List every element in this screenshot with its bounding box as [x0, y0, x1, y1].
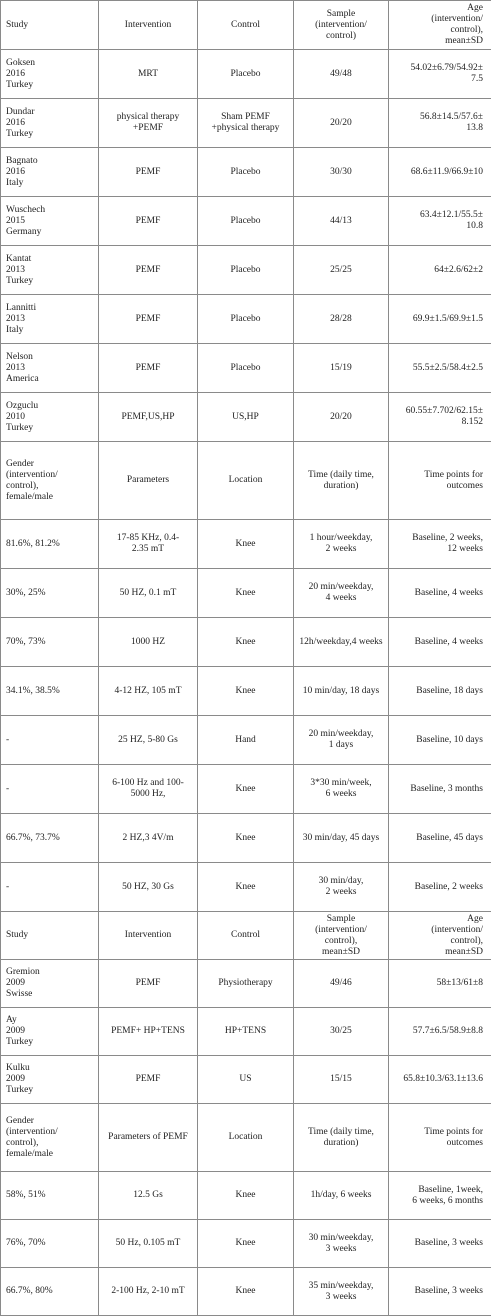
table-row [1, 50, 491, 99]
table-cell: 58±13/61±8 [389, 960, 491, 1008]
column-header-cell: Time points for outcomes [389, 442, 491, 520]
table-cell: 12h/weekday,4 weeks [294, 618, 389, 667]
table-header-row [1, 1, 491, 50]
table-cell: 63.4±12.1/55.5± 10.8 [389, 197, 491, 246]
table-cell: 76%, 70% [1, 1220, 99, 1268]
column-header-cell: Intervention [99, 1, 198, 50]
table-row [1, 99, 491, 148]
table-header-row [1, 912, 491, 960]
table-cell: 30%, 25% [1, 569, 99, 618]
table-cell: Knee [198, 765, 294, 814]
table-cell: 60.55±7.702/62.15± 8.152 [389, 393, 491, 442]
table-row [1, 520, 491, 569]
table-row [1, 667, 491, 716]
table-cell: 20/20 [294, 99, 389, 148]
table-row [1, 1268, 491, 1316]
table-cell: 12.5 Gs [99, 1172, 198, 1220]
table-cell: Kantat 2013 Turkey [1, 246, 99, 295]
table-row [1, 765, 491, 814]
table-cell: Baseline, 45 days [389, 814, 491, 863]
column-header-cell: Intervention [99, 912, 198, 960]
table-cell: Baseline, 2 weeks [389, 863, 491, 912]
table-cell: 81.6%, 81.2% [1, 520, 99, 569]
table-cell: Bagnato 2016 Italy [1, 148, 99, 197]
table-cell: - [1, 716, 99, 765]
table-cell: 34.1%, 38.5% [1, 667, 99, 716]
table-row [1, 960, 491, 1008]
table-cell: 55.5±2.5/58.4±2.5 [389, 344, 491, 393]
table-cell: Baseline, 3 weeks [389, 1268, 491, 1316]
table-cell: 49/48 [294, 50, 389, 99]
table-cell: Lannitti 2013 Italy [1, 295, 99, 344]
table-cell: 50 Hz, 0.105 mT [99, 1220, 198, 1268]
table-cell: PEMF [99, 960, 198, 1008]
column-header-cell: Gender (intervention/ control), female/male [1, 442, 99, 520]
table-cell: 30/25 [294, 1008, 389, 1056]
table-cell: Knee [198, 814, 294, 863]
table-cell: Baseline, 2 weeks, 12 weeks [389, 520, 491, 569]
table-cell: Dundar 2016 Turkey [1, 99, 99, 148]
table-cell: Ozguclu 2010 Turkey [1, 393, 99, 442]
table-cell: Placebo [198, 344, 294, 393]
column-header-cell: Parameters of PEMF [99, 1104, 198, 1172]
table-row [1, 246, 491, 295]
table-cell: Knee [198, 520, 294, 569]
table-cell: PEMF [99, 344, 198, 393]
table-cell: Knee [198, 1172, 294, 1220]
column-header-cell: Location [198, 1104, 294, 1172]
table-cell: 2-100 Hz, 2-10 mT [99, 1268, 198, 1316]
table-header-row [1, 442, 491, 520]
table-cell: 30/30 [294, 148, 389, 197]
table-cell: Baseline, 3 weeks [389, 1220, 491, 1268]
table-row [1, 814, 491, 863]
table-cell: 65.8±10.3/63.1±13.6 [389, 1056, 491, 1104]
table-cell: 30 min/day, 45 days [294, 814, 389, 863]
table-row [1, 1172, 491, 1220]
table-cell: 6-100 Hz and 100- 5000 Hz, [99, 765, 198, 814]
table-cell: Baseline, 4 weeks [389, 618, 491, 667]
table-cell: 30 min/day, 2 weeks [294, 863, 389, 912]
table-cell: Ay 2009 Turkey [1, 1008, 99, 1056]
table-cell: 1 hour/weekday, 2 weeks [294, 520, 389, 569]
table-row [1, 569, 491, 618]
table-cell: 58%, 51% [1, 1172, 99, 1220]
table-cell: 20/20 [294, 393, 389, 442]
table-cell: 4-12 HZ, 105 mT [99, 667, 198, 716]
table-cell: 25 HZ, 5-80 Gs [99, 716, 198, 765]
table-cell: Placebo [198, 197, 294, 246]
column-header-cell: Sample (intervention/ control), mean±SD [294, 912, 389, 960]
table-cell: PEMF [99, 295, 198, 344]
table-cell: Knee [198, 1220, 294, 1268]
table-row [1, 393, 491, 442]
table-row [1, 716, 491, 765]
table-cell: Gremion 2009 Swisse [1, 960, 99, 1008]
table-cell: 49/46 [294, 960, 389, 1008]
table-cell: 50 HZ, 0.1 mT [99, 569, 198, 618]
column-header-cell: Control [198, 1, 294, 50]
table-cell: Baseline, 3 months [389, 765, 491, 814]
table-cell: 17-85 KHz, 0.4- 2.35 mT [99, 520, 198, 569]
column-header-cell: Time (daily time, duration) [294, 442, 389, 520]
table-cell: 25/25 [294, 246, 389, 295]
table-cell: Knee [198, 667, 294, 716]
table-cell: Baseline, 4 weeks [389, 569, 491, 618]
table-cell: PEMF [99, 246, 198, 295]
table-cell: PEMF [99, 197, 198, 246]
table-cell: 2 HZ,3 4V/m [99, 814, 198, 863]
table-cell: 28/28 [294, 295, 389, 344]
table-cell: Sham PEMF +physical therapy [198, 99, 294, 148]
table-row [1, 863, 491, 912]
table-cell: Kulku 2009 Turkey [1, 1056, 99, 1104]
table-cell: 30 min/weekday, 3 weeks [294, 1220, 389, 1268]
table-cell: 66.7%, 80% [1, 1268, 99, 1316]
column-header-cell: Control [198, 912, 294, 960]
column-header-cell: Age (intervention/ control), mean±SD [389, 1, 491, 50]
table-cell: Nelson 2013 America [1, 344, 99, 393]
table-cell: Knee [198, 618, 294, 667]
column-header-cell: Sample (intervention/ control) [294, 1, 389, 50]
table-cell: PEMF [99, 1056, 198, 1104]
table-cell: 20 min/weekday, 4 weeks [294, 569, 389, 618]
table-cell: Physiotherapy [198, 960, 294, 1008]
table-cell: Knee [198, 1268, 294, 1316]
table-cell: Baseline, 10 days [389, 716, 491, 765]
column-header-cell: Study [1, 912, 99, 960]
table-cell: 54.02±6.79/54.92± 7.5 [389, 50, 491, 99]
table-cell: 50 HZ, 30 Gs [99, 863, 198, 912]
table-row [1, 344, 491, 393]
table-cell: 69.9±1.5/69.9±1.5 [389, 295, 491, 344]
table-row [1, 1220, 491, 1268]
column-header-cell: Gender (intervention/ control), female/male [1, 1104, 99, 1172]
table-cell: MRT [99, 50, 198, 99]
table-cell: - [1, 863, 99, 912]
table-cell: Placebo [198, 295, 294, 344]
table-header-row [1, 1104, 491, 1172]
table-cell: 56.8±14.5/57.6± 13.8 [389, 99, 491, 148]
table-row [1, 197, 491, 246]
table-cell: HP+TENS [198, 1008, 294, 1056]
column-header-cell: Age (intervention/ control), mean±SD [389, 912, 491, 960]
table-cell: 10 min/day, 18 days [294, 667, 389, 716]
table-row [1, 1056, 491, 1104]
table-cell: 1h/day, 6 weeks [294, 1172, 389, 1220]
table-cell: US,HP [198, 393, 294, 442]
table-row [1, 148, 491, 197]
table-cell: Baseline, 1week, 6 weeks, 6 months [389, 1172, 491, 1220]
table-cell: physical therapy +PEMF [99, 99, 198, 148]
table-cell: US [198, 1056, 294, 1104]
table-cell: Placebo [198, 246, 294, 295]
table-cell: Hand [198, 716, 294, 765]
column-header-cell: Parameters [99, 442, 198, 520]
column-header-cell: Location [198, 442, 294, 520]
table-cell: Baseline, 18 days [389, 667, 491, 716]
table-cell: Knee [198, 863, 294, 912]
column-header-cell: Time (daily time, duration) [294, 1104, 389, 1172]
table-cell: Wuschech 2015 Germany [1, 197, 99, 246]
table-row [1, 618, 491, 667]
table-cell: PEMF [99, 148, 198, 197]
table-cell: 44/13 [294, 197, 389, 246]
table-cell: 15/19 [294, 344, 389, 393]
studies-table-body [1, 1, 491, 1316]
table-row [1, 1008, 491, 1056]
table-cell: 1000 HZ [99, 618, 198, 667]
table-cell: 3*30 min/week, 6 weeks [294, 765, 389, 814]
table-cell: PEMF,US,HP [99, 393, 198, 442]
table-cell: 66.7%, 73.7% [1, 814, 99, 863]
table-cell: - [1, 765, 99, 814]
table-cell: 64±2.6/62±2 [389, 246, 491, 295]
table-cell: Placebo [198, 50, 294, 99]
column-header-cell: Study [1, 1, 99, 50]
table-row [1, 295, 491, 344]
table-cell: Placebo [198, 148, 294, 197]
table-cell: PEMF+ HP+TENS [99, 1008, 198, 1056]
table-cell: Knee [198, 569, 294, 618]
table-cell: 70%, 73% [1, 618, 99, 667]
table-cell: 68.6±11.9/66.9±10 [389, 148, 491, 197]
table-cell: 20 min/weekday, 1 days [294, 716, 389, 765]
table-cell: 15/15 [294, 1056, 389, 1104]
table-cell: 57.7±6.5/58.9±8.8 [389, 1008, 491, 1056]
table-cell: 35 min/weekday, 3 weeks [294, 1268, 389, 1316]
column-header-cell: Time points for outcomes [389, 1104, 491, 1172]
table-cell: Goksen 2016 Turkey [1, 50, 99, 99]
